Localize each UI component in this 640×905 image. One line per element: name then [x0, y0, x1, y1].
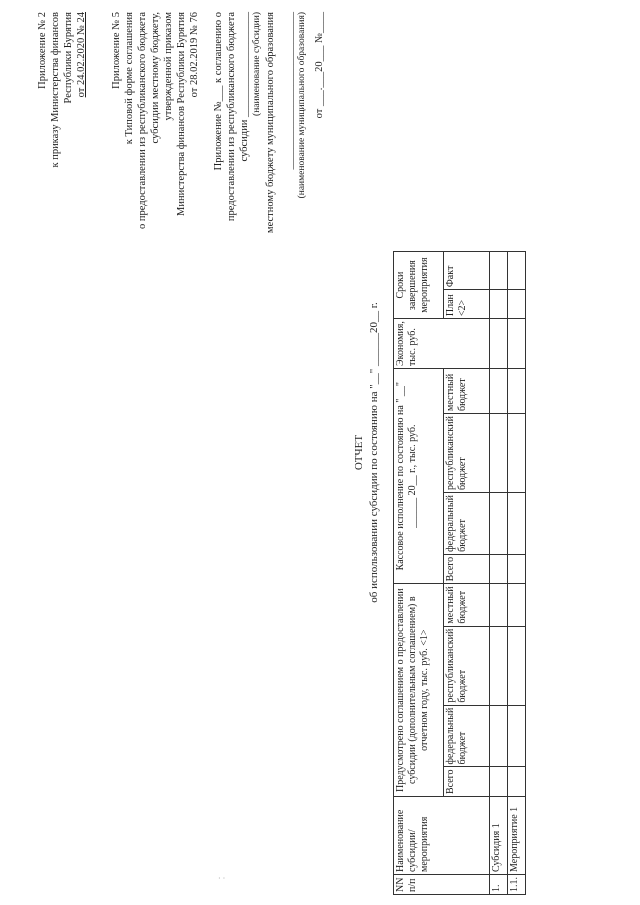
report-table	[393, 251, 526, 895]
agreement-block	[212, 12, 326, 312]
agreement-line: ______________________________	[284, 12, 295, 170]
col-nn-header: NN п/п	[394, 875, 490, 895]
economy-header: Экономия, тыс. руб.	[394, 319, 490, 369]
report-title: ОТЧЕТ	[353, 434, 365, 471]
terms-plan-header: План <2>	[444, 290, 490, 319]
appendix-2-date: от 24.02.2020 № 24	[76, 12, 87, 98]
appendix-5-line: утвержденной приказом	[163, 12, 174, 121]
appendix-5-block	[110, 12, 201, 312]
agreement-line: Приложение №___ к соглашению о	[213, 12, 224, 171]
cash-federal-header: федеральный бюджет	[444, 493, 490, 555]
agreement-caption: (наименование муниципального образования)	[297, 12, 307, 199]
col-name-header: Наименование субсидии/мероприятия	[394, 797, 490, 875]
table-row	[508, 252, 526, 895]
row-name: Мероприятие 1	[508, 797, 526, 875]
appendix-2-line: Приложение № 2	[37, 12, 48, 89]
table-row	[490, 252, 508, 895]
appendix-5-line: Приложение № 5	[111, 12, 122, 89]
cash-republic-header: республиканский бюджет	[444, 414, 490, 493]
cash-group-header: Кассовое исполнение по состоянию на " __" ______ 20__ г., тыс. руб.	[394, 369, 444, 584]
appendix-2-line: Республики Бурятия	[63, 12, 74, 104]
agreement-line: местному бюджету муниципального образования	[265, 12, 276, 234]
appendix-5-line: о предоставлении из республиканского бюджета	[137, 12, 148, 230]
terms-fact-header: Факт	[444, 252, 490, 290]
row-nn: 1.1.	[508, 875, 526, 895]
plan-federal-header: федеральный бюджет	[444, 705, 490, 767]
terms-group-header: Сроки завершения мероприятия	[394, 252, 444, 319]
appendix-5-line: субсидии местному бюджету,	[150, 12, 161, 144]
plan-group-header: Предусмотрено соглашением о предоставлении субсидии (дополнительным соглашением) в отчетном году, тыс. руб. <1>	[394, 584, 444, 797]
agreement-caption: (наименование субсидии)	[252, 12, 262, 116]
plan-local-header: местный бюджет	[444, 584, 490, 626]
appendix-5-line: к Типовой форме соглашения	[124, 12, 135, 145]
appendix-5-line: Министерства финансов Республики Бурятия	[176, 12, 187, 216]
plan-republic-header: республиканский бюджет	[444, 626, 490, 705]
cash-total-header: Всего	[444, 554, 490, 584]
appendix-2-line: к приказу Министерства финансов	[50, 12, 61, 168]
agreement-line: от ___.___20___ №____	[314, 12, 325, 119]
plan-total-header: Всего	[444, 767, 490, 797]
scan-mark: · ·	[218, 874, 226, 883]
appendix-5-line: от 28.02.2019 № 76	[189, 12, 200, 98]
agreement-line: предоставлении из республиканского бюджета	[226, 12, 237, 222]
report-subtitle: об использовании субсидии по состоянию на "__" ______20__ г.	[368, 302, 380, 603]
cash-local-header: местный бюджет	[444, 369, 490, 414]
row-nn: 1.	[490, 875, 508, 895]
row-name: Субсидия 1	[490, 797, 508, 875]
agreement-line: субсидии ____________________	[239, 12, 250, 162]
appendix-2-block	[36, 12, 88, 272]
